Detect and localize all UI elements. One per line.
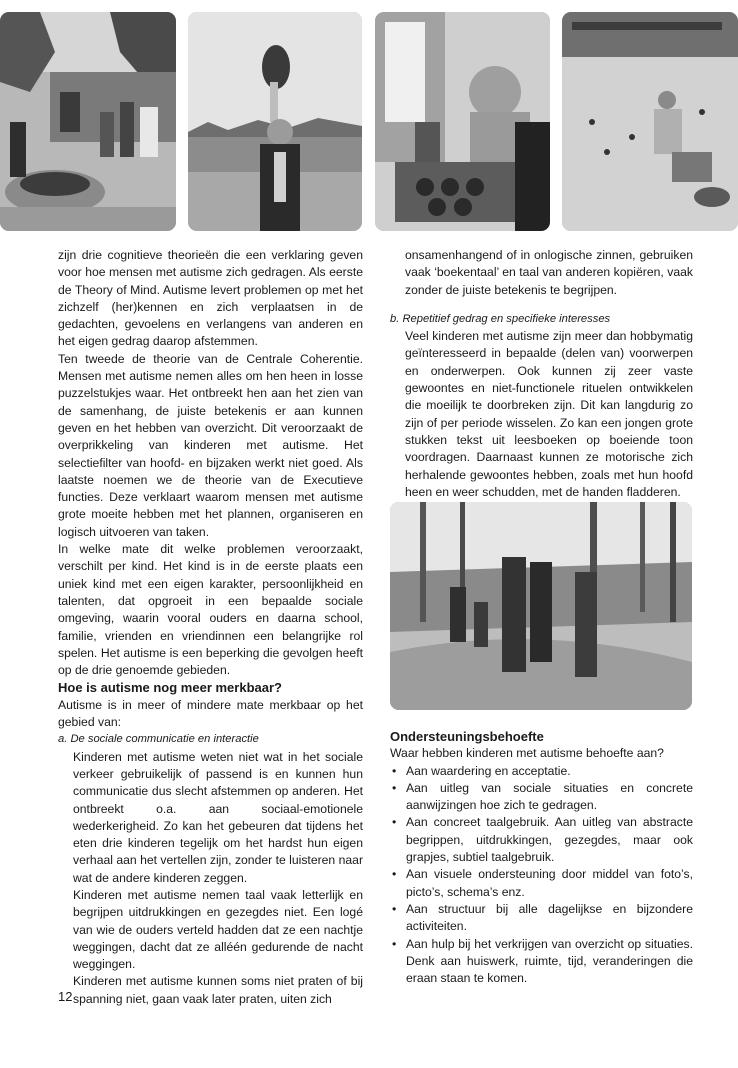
photo-campfire (0, 12, 176, 231)
support-needs-section (390, 728, 693, 987)
paragraph-speech-continued: onsamenhangend of in onlogische zinnen, gebruiken vaak ‘boekentaal’ en taal van anderen kopiëren, vaak zonder de juiste betekenis te begrijpen. (405, 248, 693, 297)
section-intro: Autisme is in meer of mindere mate merkbaar op het gebied van: (58, 697, 363, 730)
photo-boy-cooking (375, 12, 550, 231)
list-item: • Aan structuur bij alle dagelijkse en bijzondere activiteiten. (390, 901, 693, 936)
list-item: • Aan visuele ondersteuning door middel van foto’s, picto’s, schema’s enz. (390, 866, 693, 901)
photo-boy-with-owl (188, 12, 362, 231)
paragraph-cognitive-theories: zijn drie cognitieve theorieën die een verklaring geven voor hoe mensen met autisme zich gedragen. Als eerste de Theory of Mind. Autisme levert problemen op met het zichzelf (her)kennen en zich verplaatsen in de gedachten, gevoelens en verlangens van anderen en het eigen gedrag daarop afstemmen. (58, 248, 363, 349)
support-intro: Waar hebben kinderen met autisme behoefte aan? (390, 746, 664, 761)
paragraph-speech: Kinderen met autisme kunnen soms niet praten of bij spanning niet, gaan vaak later praten, uiten zich (73, 974, 363, 1006)
right-column (390, 247, 693, 501)
list-item: • Aan uitleg van sociale situaties en concrete aanwijzingen hoe zich te gedragen. (390, 780, 693, 815)
list-item: • Aan waardering en acceptatie. (390, 763, 693, 780)
page-number: 12 (58, 989, 73, 1004)
subheading-social-communication: a. De sociale communicatie en interactie (58, 733, 259, 746)
photo-group-in-woods (390, 502, 692, 710)
paragraph-repetitive-behaviour: Veel kinderen met autisme zijn meer dan hobbymatig geïnteresseerd in bepaalde (delen van) voorwerpen en onderwerpen. Ook kunnen zij zeer vaste gewoontes en niet-functionele rituelen ontwikkelen die moeilijk te doorbreken zijn. Dit kan langdurig zo zijn of per periode wisselen. Zo kan een jongen grote stukken tekst uit leesboeken op boeiende toon voordragen. Daarnaast kunnen ze motorische zich herhalende gewoontes hebben, zoals met hun hoofd heen en weer schudden, met de handen fladderen. (405, 329, 693, 499)
left-column (58, 247, 363, 1008)
section-heading-noticeable: Hoe is autisme nog meer merkbaar? (58, 680, 282, 696)
section-heading-support-needs: Ondersteuningsbehoefte (390, 729, 544, 744)
support-needs-list (390, 763, 693, 988)
list-item: • Aan concreet taalgebruik. Aan uitleg van abstracte begrippen, uitdrukkingen, gezegdes, maar ook grapjes, subtiel taalgebruik. (390, 814, 693, 866)
paragraph-social-traffic: Kinderen met autisme weten niet wat in het sociale verkeer gebruikelijk of passend is en kunnen hun communicatie dus slecht afstemmen op anderen. Het ontbreekt o.a. aan sociaal-emotionele wederkerigheid. Zo kan het gebeuren dat tijdens het eten drie kinderen tegelijk om het hardst hun eigen verhaal aan het vertellen zijn, zonder te luisteren naar wat de andere kinderen zeggen. (73, 749, 363, 885)
photo-boy-in-sandpit (562, 12, 738, 231)
paragraph-central-coherence: Ten tweede de theorie van de Centrale Coherentie. Mensen met autisme nemen alles om hen heen in losse puzzelstukjes waar. Het ontbreekt hen aan het zien van de samenhang, de juiste betekenis er aan kunnen geven en het hebben van overzicht. Dit veroorzaakt de overprikkeling van kinderen met autisme. Het selectiefilter van hoofd- en bijzaken werkt niet goed. Als laatste noemen we de theorie van de Executieve functies. Deze verklaart waarom mensen met autisme grote moeite hebben met het plannen, organiseren en logisch uitvoeren van taken. (58, 351, 363, 539)
list-item: • Aan hulp bij het verkrijgen van overzicht op situaties. Denk aan huiswerk, ruimte, tijd, veranderingen die eraan staan te komen. (390, 936, 693, 988)
subheading-repetitive-behaviour: b. Repetitief gedrag en specifieke interesses (390, 312, 611, 325)
paragraph-individual-differences: In welke mate dit welke problemen veroorzaakt, verschilt per kind. Het kind is in de eerste plaats een uniek kind met een eigen karakter, persoonlijkheid en talenten, dat opgroeit in een bepaalde sociale omgeving, waarin vooral ouders en daarna school, familie, vrienden en vriendinnen een belangrijke rol spelen. Het autisme is een beperking die gevolgen heeft op de drie genoemde gebieden. (58, 542, 363, 678)
paragraph-literal-language: Kinderen met autisme nemen taal vaak letterlijk en begrijpen uitdrukkingen en gezegdes niet. Een logé van wie de ouders verteld hadden dat ze een nachtje weggingen, dacht dat ze alléén gedurende de nacht weggingen. (73, 887, 363, 972)
